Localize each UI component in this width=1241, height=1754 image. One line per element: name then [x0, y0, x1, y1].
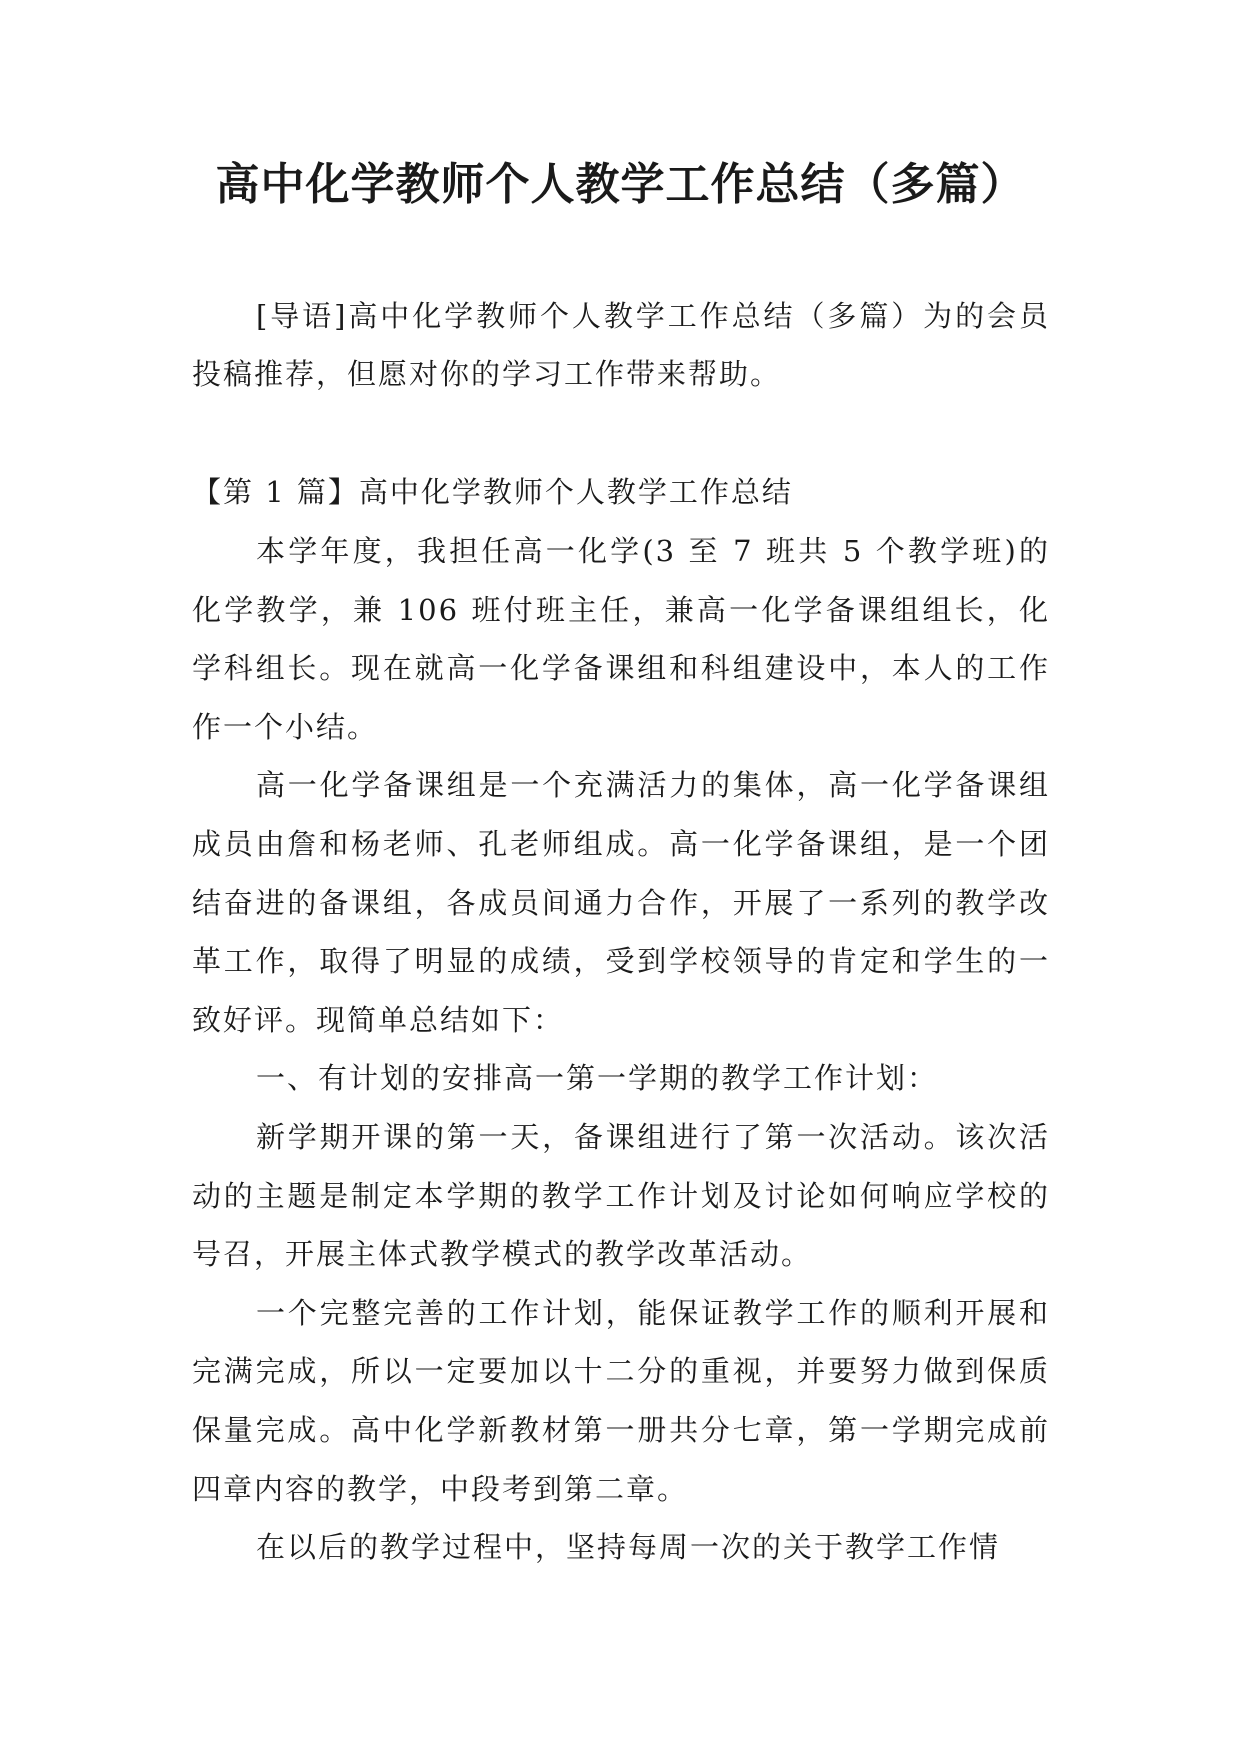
body-paragraph: 在以后的教学过程中，坚持每周一次的关于教学工作情 — [256, 1530, 1001, 1565]
body-paragraph: 新学期开课的第一天，备课组进行了第一次活动。该次活动的主题是制定本学期的教学工作计划及讨论如何响应学校的号召，开展主体式教学模式的教学改革活动。 — [192, 1119, 1050, 1272]
section-heading: 【第 1 篇】高中化学教师个人教学工作总结 — [192, 475, 793, 509]
body-paragraph: 高一化学备课组是一个充满活力的集体，高一化学备课组成员由詹和杨老师、孔老师组成。高一化学备课组，是一个团结奋进的备课组，各成员间通力合作，开展了一系列的教学改革工作，取得了明显的成绩，受到学校领导的肯定和学生的一致好评。现简单总结如下： — [192, 768, 1050, 1037]
intro-paragraph: [导语]高中化学教师个人教学工作总结（多篇）为的会员投稿推荐，但愿对你的学习工作带来帮助。 — [192, 299, 1050, 391]
document-title: 高中化学教师个人教学工作总结（多篇） — [215, 159, 1026, 210]
body-paragraph: 一个完整完善的工作计划，能保证教学工作的顺利开展和完满完成，所以一定要加以十二分的重视，并要努力做到保质保量完成。高中化学新教材第一册共分七章，第一学期完成前四章内容的教学，中段考到第二章。 — [192, 1295, 1050, 1506]
body-paragraph: 本学年度，我担任高一化学(3 至 7 班共 5 个教学班)的化学教学，兼 106 班付班主任，兼高一化学备课组组长，化学科组长。现在就高一化学备课组和科组建设中，本人的工作作一个小结。 — [192, 534, 1050, 744]
document-body — [192, 522, 1050, 1577]
body-paragraph: 一、有计划的安排高一第一学期的教学工作计划： — [256, 1061, 939, 1096]
